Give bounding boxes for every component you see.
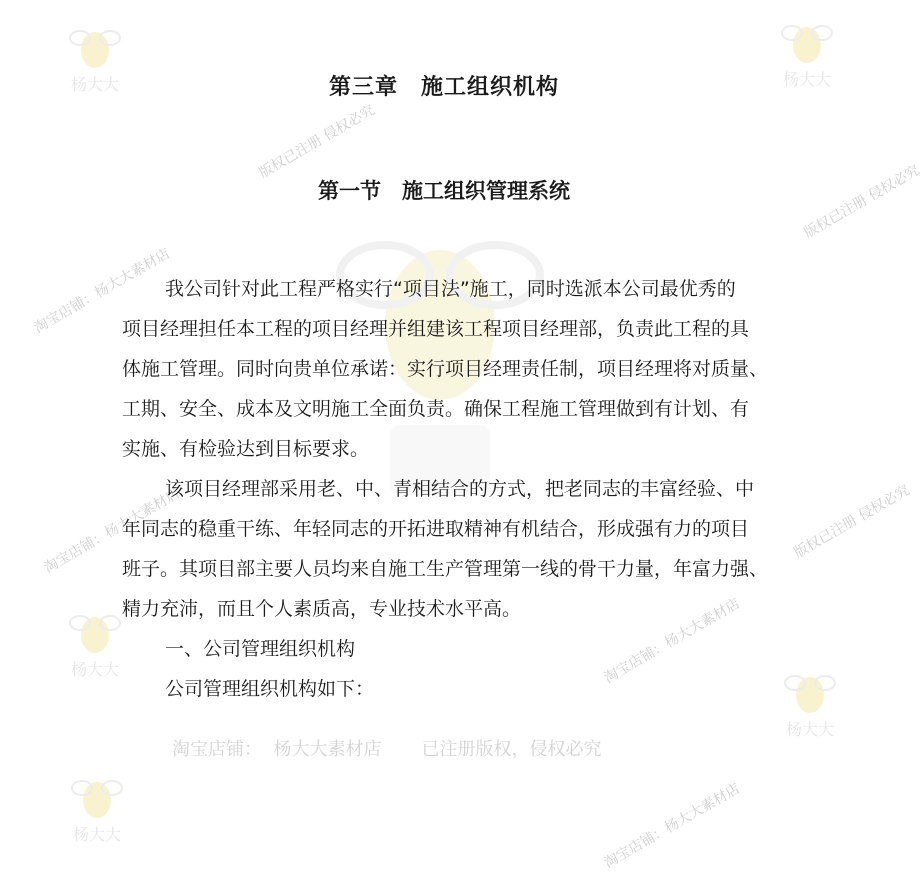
shop-watermark: 淘宝店铺：杨大大素材店 xyxy=(41,485,183,577)
copyright-watermark: 版权已注册 侵权必究 xyxy=(791,482,913,562)
shop-watermark: 淘宝店铺：杨大大素材店 xyxy=(601,780,743,872)
paragraph-line: 班子。其项目部主要人员均来自施工生产管理第一线的骨干力量，年富力强、 xyxy=(122,558,769,580)
paragraph-line: 实施、有检验达到目标要求。 xyxy=(122,438,370,460)
paragraph-line: 该项目经理部采用老、中、青相结合的方式，把老同志的丰富经验、中 xyxy=(165,478,755,500)
paragraph-line: 精力充沛，而且个人素质高，专业技术水平高。 xyxy=(122,598,522,620)
shop-watermark: 淘宝店铺：杨大大素材店 xyxy=(601,595,743,687)
paragraph-line: 年同志的稳重干练、年轻同志的开拓进取精神有机结合，形成强有力的项目 xyxy=(122,518,750,540)
section-title: 第一节 施工组织管理系统 xyxy=(318,178,570,203)
paragraph-line: 项目经理担任本工程的项目经理并组建该工程项目经理部，负责此工程的具 xyxy=(122,318,750,340)
shop-watermark: 淘宝店铺：杨大大素材店 xyxy=(31,245,173,337)
svg-text:杨大大: 杨大大 xyxy=(72,825,122,844)
bee-logo-icon xyxy=(60,605,130,695)
svg-text:杨大大: 杨大大 xyxy=(782,70,832,89)
footer-watermark: 淘宝店铺： 杨大大素材店 已注册版权，侵权必究 xyxy=(172,739,602,760)
svg-text:杨大大: 杨大大 xyxy=(70,75,120,94)
copyright-watermark: 版权已注册 侵权必究 xyxy=(256,102,378,182)
svg-text:杨大大: 杨大大 xyxy=(70,660,120,679)
svg-text:杨大大: 杨大大 xyxy=(785,720,835,739)
bee-logo-icon xyxy=(775,665,845,755)
copyright-watermark: 版权已注册 侵权必究 xyxy=(801,162,923,242)
paragraph-line: 我公司针对此工程严格实行“项目法”施工，同时选派本公司最优秀的 xyxy=(165,278,736,300)
intro-line: 公司管理组织机构如下： xyxy=(165,678,375,700)
paragraph-line: 体施工管理。同时向贵单位承诺：实行项目经理责任制，项目经理将对质量、 xyxy=(122,358,769,380)
paragraph-line: 工期、安全、成本及文明施工全面负责。确保工程施工管理做到有计划、有 xyxy=(122,398,750,420)
chapter-title: 第三章 施工组织机构 xyxy=(328,74,559,100)
subheading: 一、公司管理组织机构 xyxy=(165,638,356,660)
bee-logo-icon xyxy=(62,770,132,860)
